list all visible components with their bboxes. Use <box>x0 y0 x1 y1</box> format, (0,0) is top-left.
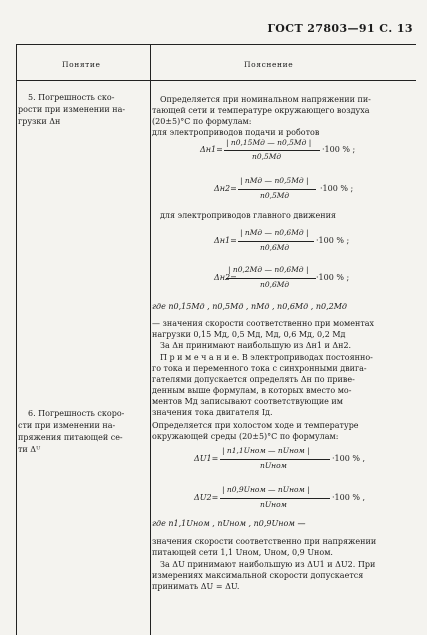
sec5-intro-0: Определяется при номинальном напряжении пи- <box>160 95 371 104</box>
table-header-rule <box>16 80 416 81</box>
sec5-f3-fraction-bar <box>238 241 314 242</box>
sec6-f2-fraction-bar <box>220 498 330 499</box>
column-header-explanation: Пояснение <box>244 60 294 69</box>
table-left-border <box>16 44 17 635</box>
item-6-line: ти Δᵁ <box>18 445 41 454</box>
sec6-explain-4: принимать ΔU = ΔU. <box>152 582 240 591</box>
sec5-f1-numerator: | n0,15Мд — n0,5Мд | <box>226 138 312 147</box>
item-5-line: грузки Δн <box>18 117 61 126</box>
sec5-f4-tail: ·100 % ; <box>316 273 350 282</box>
sec6-f2-denominator: nUном <box>260 500 287 509</box>
sec5-where: где n0,15Мд , n0,5Мд , nМд , n0,6Мд , n0,2Мд <box>152 302 347 311</box>
sec5-explain-3: П р и м е ч а н и е. В электроприводах постоянно- <box>160 353 373 362</box>
sec6-where: где n1,1Uном , nUном , n0,9Uном — <box>152 519 306 528</box>
sec6-f1-tail: ·100 % , <box>332 454 366 463</box>
sec5-intro-3: для электроприводов подачи и роботов <box>152 128 320 137</box>
sec5-explain-5: гателями допускается определять Δн по приве- <box>152 375 355 384</box>
sec5-f4-fraction-bar <box>226 278 316 279</box>
sec5-f1-lhs: Δн1= <box>200 145 223 154</box>
table-top-rule <box>16 44 416 45</box>
sec5-explain-8: значения тока двигателя Iд. <box>152 408 273 417</box>
item-6-term <box>18 408 148 456</box>
sec5-f1-fraction-bar <box>224 150 320 151</box>
sec6-f1-numerator: | n1,1Uном — nUном | <box>222 446 310 455</box>
sec5-f1-denominator: n0,5Мд <box>252 152 282 161</box>
sec5-f2-lhs: Δн2= <box>214 184 237 193</box>
sec5-f3-numerator: | nМд — n0,6Мд | <box>240 228 309 237</box>
item-5-term <box>18 92 148 128</box>
sec5-explain-4: го тока и переменного тока с синхронными двига- <box>152 364 367 373</box>
sec5-explain-1: нагрузки 0,15 Мд, 0,5 Мд, Мд, 0,6 Мд, 0,2 Мд <box>152 330 346 339</box>
sec5-intro-2: (20±5)°С по формулам: <box>152 117 252 126</box>
page-header: ГОСТ 27803—91 С. 13 <box>267 22 413 35</box>
sec5-main-motion: для электроприводов главного движения <box>160 211 336 220</box>
sec6-explain-3: измерениях максимальной скорости допускается <box>152 571 364 580</box>
item-6-line: 6. Погрешность скоро- <box>28 409 125 418</box>
sec5-f4-numerator: | n0,2Мд — n0,6Мд | <box>228 265 309 274</box>
sec6-explain-1: питающей сети 1,1 Uном, Uном, 0,9 Uном. <box>152 548 333 557</box>
sec5-explain-6: денным выше формулам, в которых вместо мо- <box>152 386 352 395</box>
item-6-line: пряжения питающей се- <box>18 433 123 442</box>
sec6-intro-0: Определяется при холостом ходе и температуре <box>152 421 359 430</box>
sec5-f2-denominator: n0,5Мд <box>260 191 290 200</box>
sec6-f1-denominator: nUном <box>260 461 287 470</box>
sec6-intro-1: окружающей среды (20±5)°С по формулам: <box>152 432 339 441</box>
item-5-line: 5. Погрешность ско- <box>28 93 115 102</box>
sec6-explain-2: За ΔU принимают наибольшую из ΔU1 и ΔU2. При <box>160 560 376 569</box>
sec5-intro-1: тающей сети и температуре окружающего воздуха <box>152 106 370 115</box>
sec5-f2-numerator: | nМд — n0,5Мд | <box>240 176 309 185</box>
sec5-f3-denominator: n0,6Мд <box>260 243 290 252</box>
sec6-f2-tail: ·100 % , <box>332 493 366 502</box>
sec5-f4-denominator: n0,6Мд <box>260 280 290 289</box>
sec5-f1-tail: ·100 % ; <box>322 145 356 154</box>
sec5-explain-0: — значения скорости соответственно при моментах <box>152 319 375 328</box>
table-column-divider <box>150 44 151 635</box>
sec5-f3-lhs: Δн1= <box>214 236 237 245</box>
column-header-concept: Понятие <box>62 60 101 69</box>
sec5-explain-2: За Δн принимают наибольшую из Δн1 и Δн2. <box>160 341 352 350</box>
sec5-f3-tail: ·100 % ; <box>316 236 350 245</box>
sec6-f2-lhs: ΔU2= <box>194 493 219 502</box>
sec6-explain-0: значения скорости соответственно при напряжении <box>152 537 377 546</box>
sec5-explain-7: ментов Мд записывают соответствующие им <box>152 397 343 406</box>
item-6-line: сти при изменении на- <box>18 421 116 430</box>
sec5-f2-fraction-bar <box>238 189 316 190</box>
sec6-f2-numerator: | n0,9Uном — nUном | <box>222 485 310 494</box>
sec6-f1-lhs: ΔU1= <box>194 454 219 463</box>
sec6-f1-fraction-bar <box>220 459 330 460</box>
sec5-f2-tail: ·100 % ; <box>320 184 354 193</box>
item-5-line: рости при изменении на- <box>18 105 126 114</box>
sec5-f4-lhs: Δн2= <box>214 273 237 282</box>
